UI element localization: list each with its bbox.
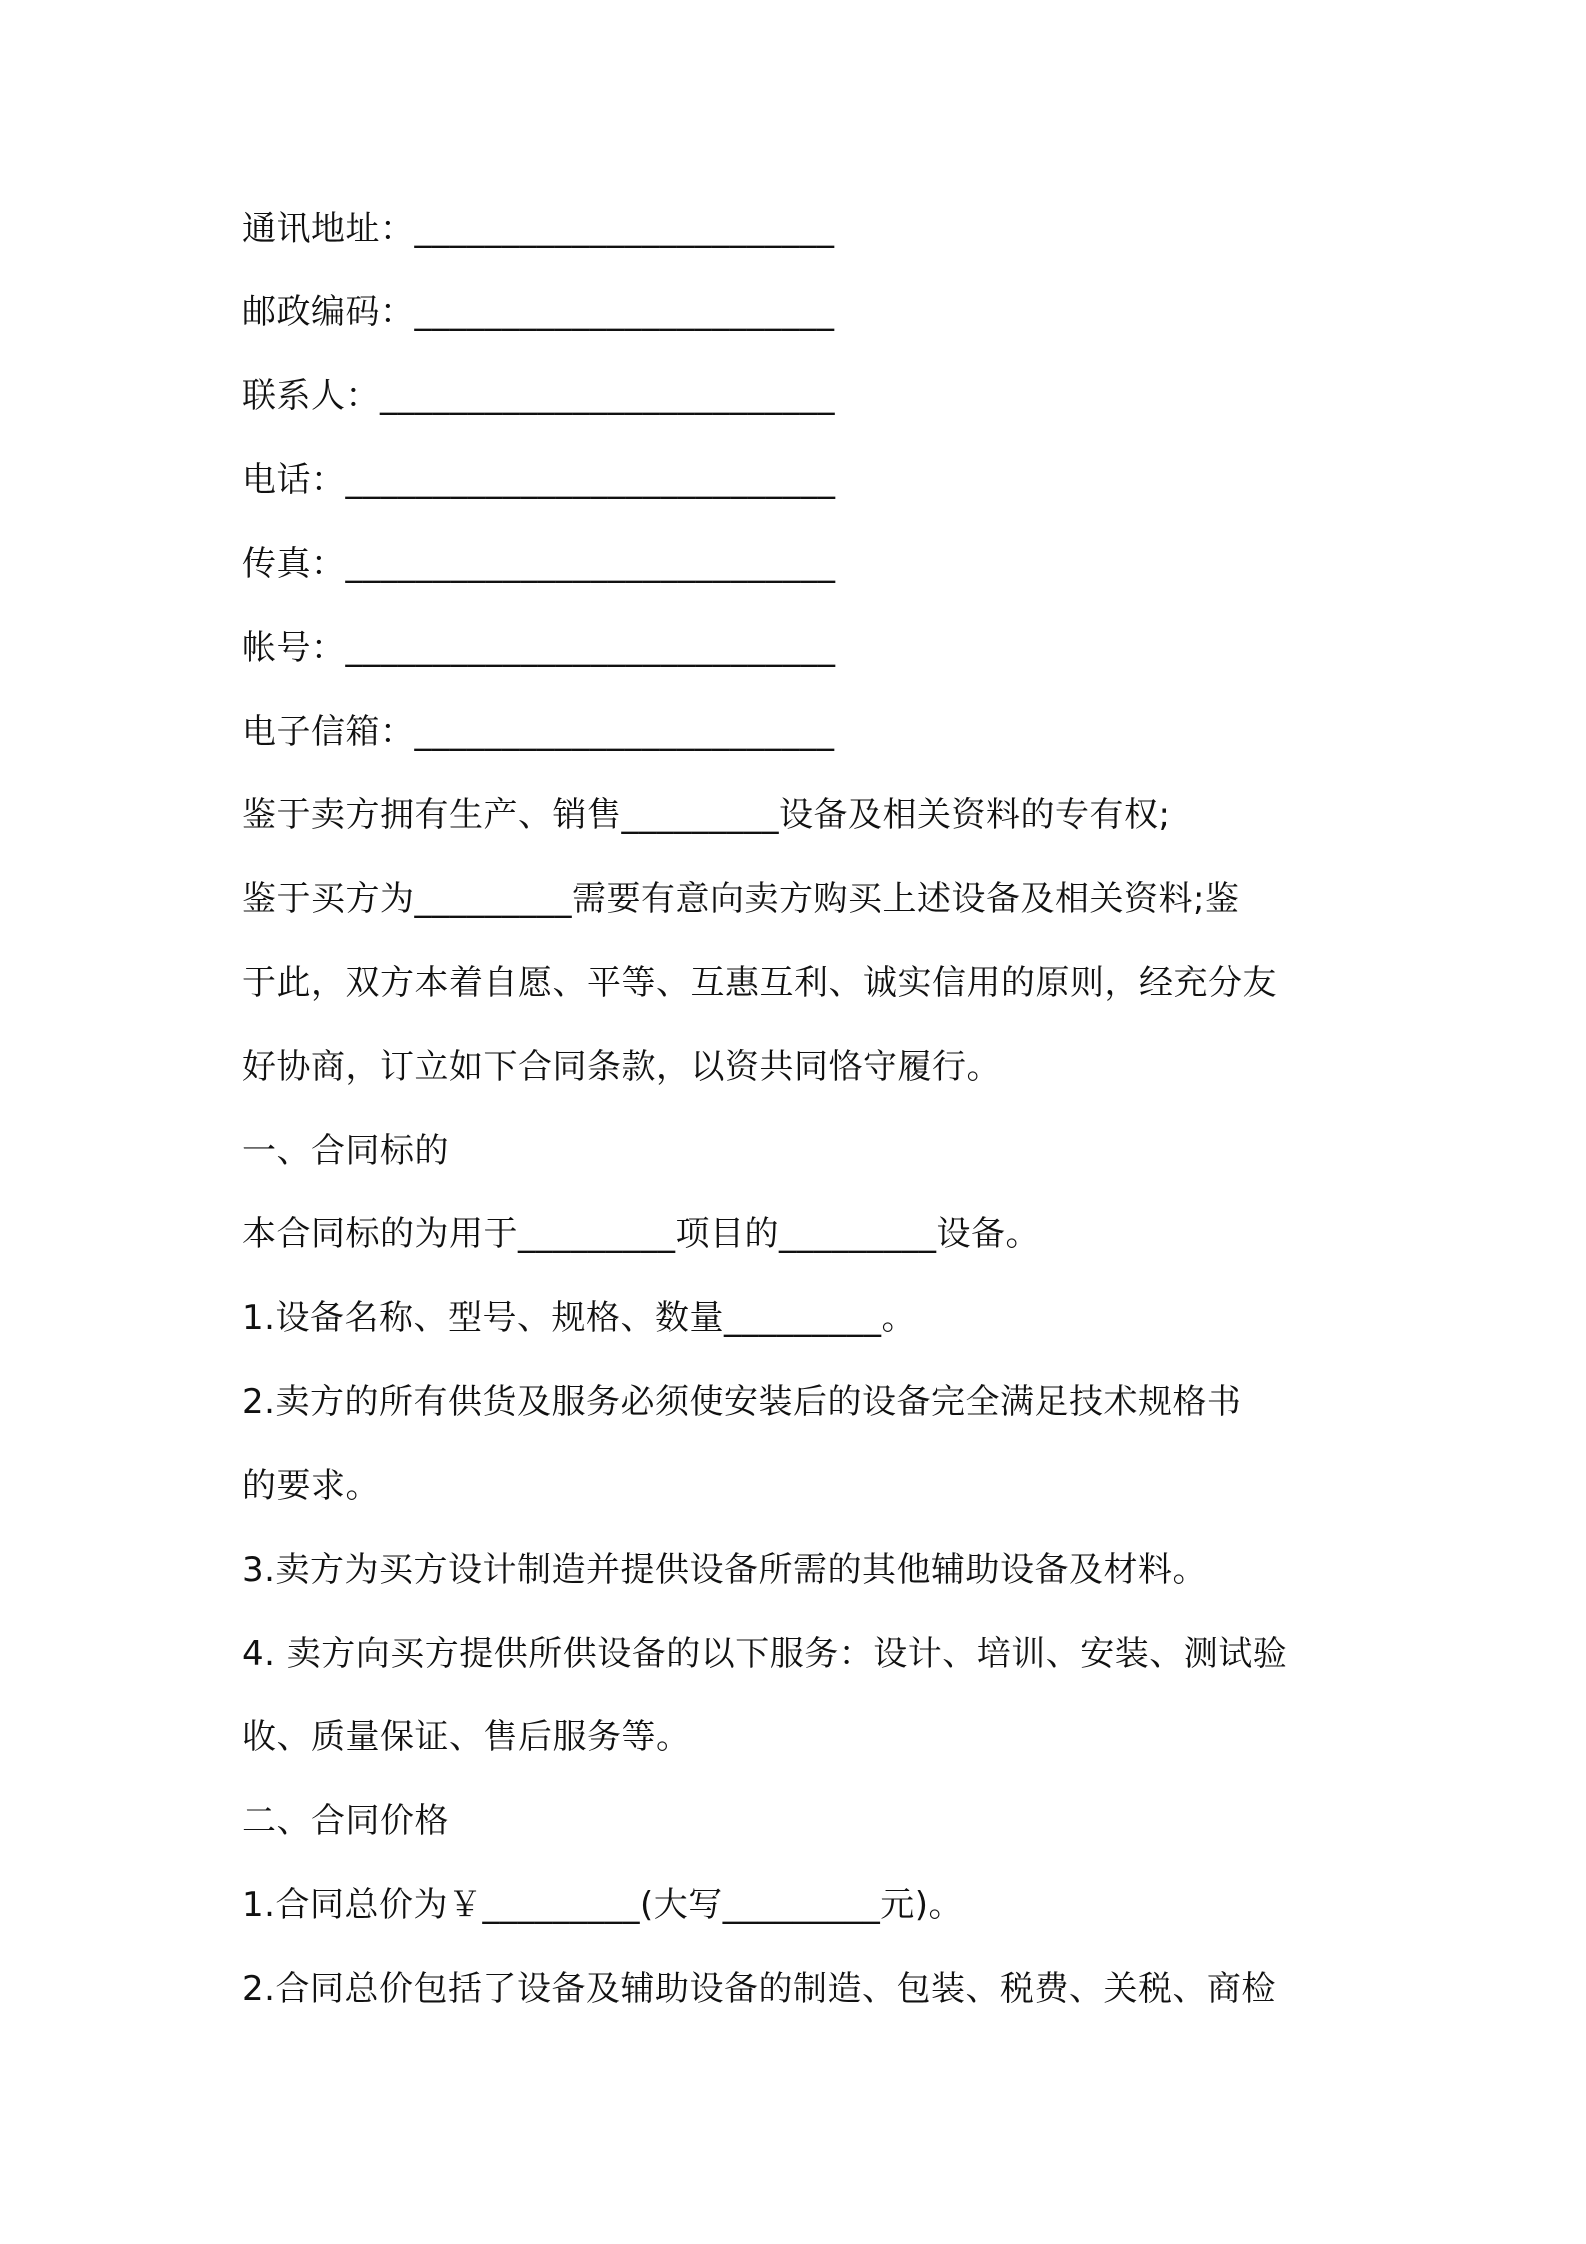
section-1-heading: 一、合同标的 bbox=[242, 1131, 449, 1171]
section-1-item-3: 3.卖方为买方设计制造并提供设备所需的其他辅助设备及材料。 bbox=[242, 1550, 1207, 1590]
section-1-item-1: 1.设备名称、型号、规格、数量_________。 bbox=[242, 1298, 916, 1338]
postal-code-field: 邮政编码：________________________ bbox=[242, 292, 835, 332]
email-field: 电子信箱：________________________ bbox=[242, 712, 835, 752]
section-1-item-2-line-2: 的要求。 bbox=[242, 1466, 380, 1506]
section-1-intro: 本合同标的为用于_________项目的_________设备。 bbox=[242, 1214, 1040, 1254]
phone-field: 电话：____________________________ bbox=[242, 460, 836, 500]
seller-clause: 鉴于卖方拥有生产、销售_________设备及相关资料的专有权; bbox=[242, 795, 1171, 835]
section-2-item-2-line-1: 2.合同总价包括了设备及辅助设备的制造、包装、税费、关税、商检 bbox=[242, 1969, 1276, 2009]
contact-person-field: 联系人：__________________________ bbox=[242, 376, 835, 416]
section-2-heading: 二、合同价格 bbox=[242, 1801, 449, 1841]
section-2-item-1: 1.合同总价为￥_________(大写_________元)。 bbox=[242, 1885, 963, 1925]
section-1-item-4-line-1: 4. 卖方向买方提供所供设备的以下服务：设计、培训、安装、测试验 bbox=[242, 1634, 1288, 1674]
section-1-item-2-line-1: 2.卖方的所有供货及服务必须使安装后的设备完全满足技术规格书 bbox=[242, 1382, 1242, 1422]
buyer-clause-line-3: 好协商，订立如下合同条款，以资共同恪守履行。 bbox=[242, 1047, 1001, 1087]
address-field: 通讯地址：________________________ bbox=[242, 209, 835, 249]
buyer-clause-line-1: 鉴于买方为_________需要有意向卖方购买上述设备及相关资料;鉴 bbox=[242, 879, 1240, 919]
fax-field: 传真：____________________________ bbox=[242, 544, 836, 584]
account-field: 帐号：____________________________ bbox=[242, 628, 836, 668]
section-1-item-4-line-2: 收、质量保证、售后服务等。 bbox=[242, 1717, 691, 1757]
buyer-clause-line-2: 于此，双方本着自愿、平等、互惠互利、诚实信用的原则，经充分友 bbox=[242, 963, 1277, 1003]
